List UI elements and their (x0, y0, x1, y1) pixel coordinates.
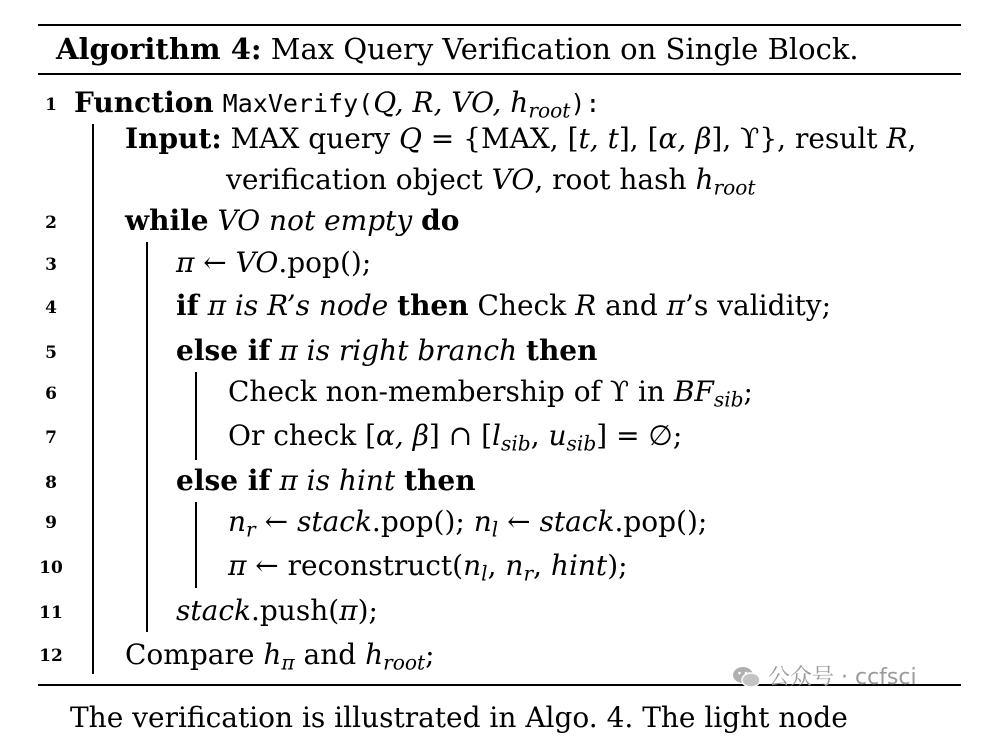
arrow: ← (194, 246, 236, 279)
pi-symbol: π (176, 246, 195, 279)
n-sub: r (246, 517, 256, 542)
input-text-5: , (907, 122, 917, 155)
if-condition: is R’s node (226, 289, 398, 322)
input-h-sub: root (713, 175, 756, 200)
compare-text: Compare (125, 638, 264, 671)
line-10-reconstruct (228, 548, 628, 584)
n-sub: l (481, 561, 488, 586)
close-paren: ); (607, 549, 628, 582)
input-keyword: Input: (125, 122, 222, 155)
hint-symbol: hint (550, 549, 608, 582)
if-keyword: if (176, 289, 199, 322)
line-4-if (176, 288, 831, 324)
pi-symbol: π (339, 594, 358, 627)
and-text: and (294, 638, 366, 671)
line-number-10: 10 (39, 558, 63, 578)
line-4-text-3: ’s validity; (685, 289, 832, 322)
function-close: ): (570, 89, 601, 118)
bf-sub: sib (713, 387, 744, 412)
line-4-text-2: and (596, 289, 667, 322)
pi-symbol: π (279, 464, 298, 497)
n-symbol: n (505, 549, 524, 582)
u-sub: sib (566, 431, 597, 456)
comma: , (487, 549, 506, 582)
line-number-5: 5 (45, 343, 57, 363)
following-paragraph-cut: The verification is illustrated in Algo. 4. The light node (70, 701, 848, 734)
comma: , (530, 419, 549, 452)
input-line-1 (125, 121, 916, 157)
wechat-icon (732, 665, 762, 691)
pi-symbol: π (228, 549, 247, 582)
line-3-pop (176, 245, 371, 281)
function-keyword: Function (74, 86, 214, 119)
input-tt: t, t (578, 122, 619, 155)
while-condition: VO not empty (217, 204, 413, 237)
watermark (732, 660, 917, 691)
line-4-text-1: Check (468, 289, 576, 322)
alpha-beta: α, β (376, 419, 429, 452)
n-symbol: n (463, 549, 482, 582)
line-number-2: 2 (45, 213, 57, 233)
input-r: R (886, 122, 908, 155)
line-7-text-1: Or check [ (228, 419, 376, 452)
else-if-hint-bar (195, 502, 197, 588)
line-number-8: 8 (45, 473, 57, 493)
then-keyword: then (526, 334, 598, 367)
line-6-check (228, 374, 753, 410)
input-text-7: , root hash (534, 163, 696, 196)
input-line-2 (226, 162, 756, 198)
input-q: Q (398, 122, 422, 155)
n-sub: r (523, 561, 534, 586)
line-1-function (74, 85, 600, 122)
input-ab: α, β (658, 122, 712, 155)
input-text-6: verification object (226, 163, 492, 196)
n-sub: l (491, 517, 499, 542)
push-call: .push( (250, 594, 340, 627)
else-if-branch-bar (195, 372, 197, 460)
comma: , (533, 549, 551, 582)
stack-symbol: stack (176, 594, 251, 627)
pop-call: .pop(); (278, 246, 372, 279)
input-text-1: MAX query (230, 122, 399, 155)
stack-symbol: stack (296, 505, 372, 538)
else-if-condition: is hint (297, 464, 405, 497)
u-symbol: u (548, 419, 567, 452)
else-if-keyword: else if (176, 334, 271, 367)
h-sub: π (281, 650, 295, 675)
l-symbol: l (492, 419, 501, 452)
function-body-bar (92, 124, 94, 674)
arrow: ← (498, 505, 540, 538)
line-number-7: 7 (45, 428, 57, 448)
then-keyword: then (404, 464, 476, 497)
line-9-stack-pop (228, 504, 707, 540)
then-keyword: then (397, 289, 469, 322)
semicolon: ; (425, 638, 435, 671)
input-text-2: = {MAX, [ (421, 122, 579, 155)
line-7-text-2: ] ∩ [ (428, 419, 493, 452)
line-number-6: 6 (45, 384, 57, 404)
stack-symbol: stack (539, 505, 615, 538)
function-args: Q, R, VO, h (373, 86, 529, 119)
pi-symbol: π (666, 289, 686, 322)
h-sub: root (383, 650, 426, 675)
line-number-11: 11 (39, 603, 63, 623)
input-text-3: ], [ (618, 122, 659, 155)
while-keyword: while (125, 204, 209, 237)
pi-symbol: π (207, 289, 226, 322)
r-symbol: R (575, 289, 597, 322)
line-number-1: 1 (45, 95, 57, 115)
function-args-sub: root (528, 98, 571, 123)
line-8-else-if (176, 463, 476, 499)
caption-rule (38, 73, 961, 75)
else-if-keyword: else if (176, 464, 271, 497)
caption-title: Max Query Verification on Single Block. (270, 32, 859, 66)
l-sub: sib (500, 431, 531, 456)
vo: VO (235, 246, 279, 279)
line-number-9: 9 (45, 513, 57, 533)
input-h: h (695, 163, 714, 196)
do-keyword: do (421, 204, 460, 237)
close-paren: ); (357, 594, 378, 627)
function-name: MaxVerify( (222, 89, 374, 118)
line-5-else-if (176, 333, 597, 369)
h-symbol: h (263, 638, 282, 671)
line-6-end: ; (743, 375, 753, 408)
watermark-text: 公众号 · ccfsci (768, 665, 917, 690)
line-2-while (125, 203, 459, 239)
line-7-text-3: ] = ∅; (596, 419, 683, 452)
line-number-3: 3 (45, 255, 57, 275)
n-symbol: n (228, 505, 247, 538)
algorithm-caption (56, 29, 859, 69)
while-body-bar (146, 242, 148, 632)
line-number-4: 4 (45, 298, 57, 318)
h-symbol: h (365, 638, 384, 671)
top-rule (38, 24, 961, 26)
arrow: ← (255, 505, 297, 538)
bf-symbol: BF (673, 375, 714, 408)
n-symbol: n (473, 505, 492, 538)
line-number-12: 12 (39, 646, 63, 666)
pi-symbol: π (279, 334, 298, 367)
caption-label: Algorithm 4: (56, 32, 262, 66)
line-7-or-check (228, 418, 682, 454)
pop-call: .pop(); (371, 505, 474, 538)
line-11-push (176, 593, 378, 629)
line-12-compare (125, 637, 435, 673)
reconstruct-call: ← reconstruct( (246, 549, 464, 582)
pop-call: .pop(); (614, 505, 708, 538)
line-6-text: Check non-membership of ϒ in (228, 375, 674, 408)
input-text-4: ], ϒ}, result (711, 122, 887, 155)
else-if-condition: is right branch (297, 334, 527, 367)
input-vo: VO (491, 163, 535, 196)
